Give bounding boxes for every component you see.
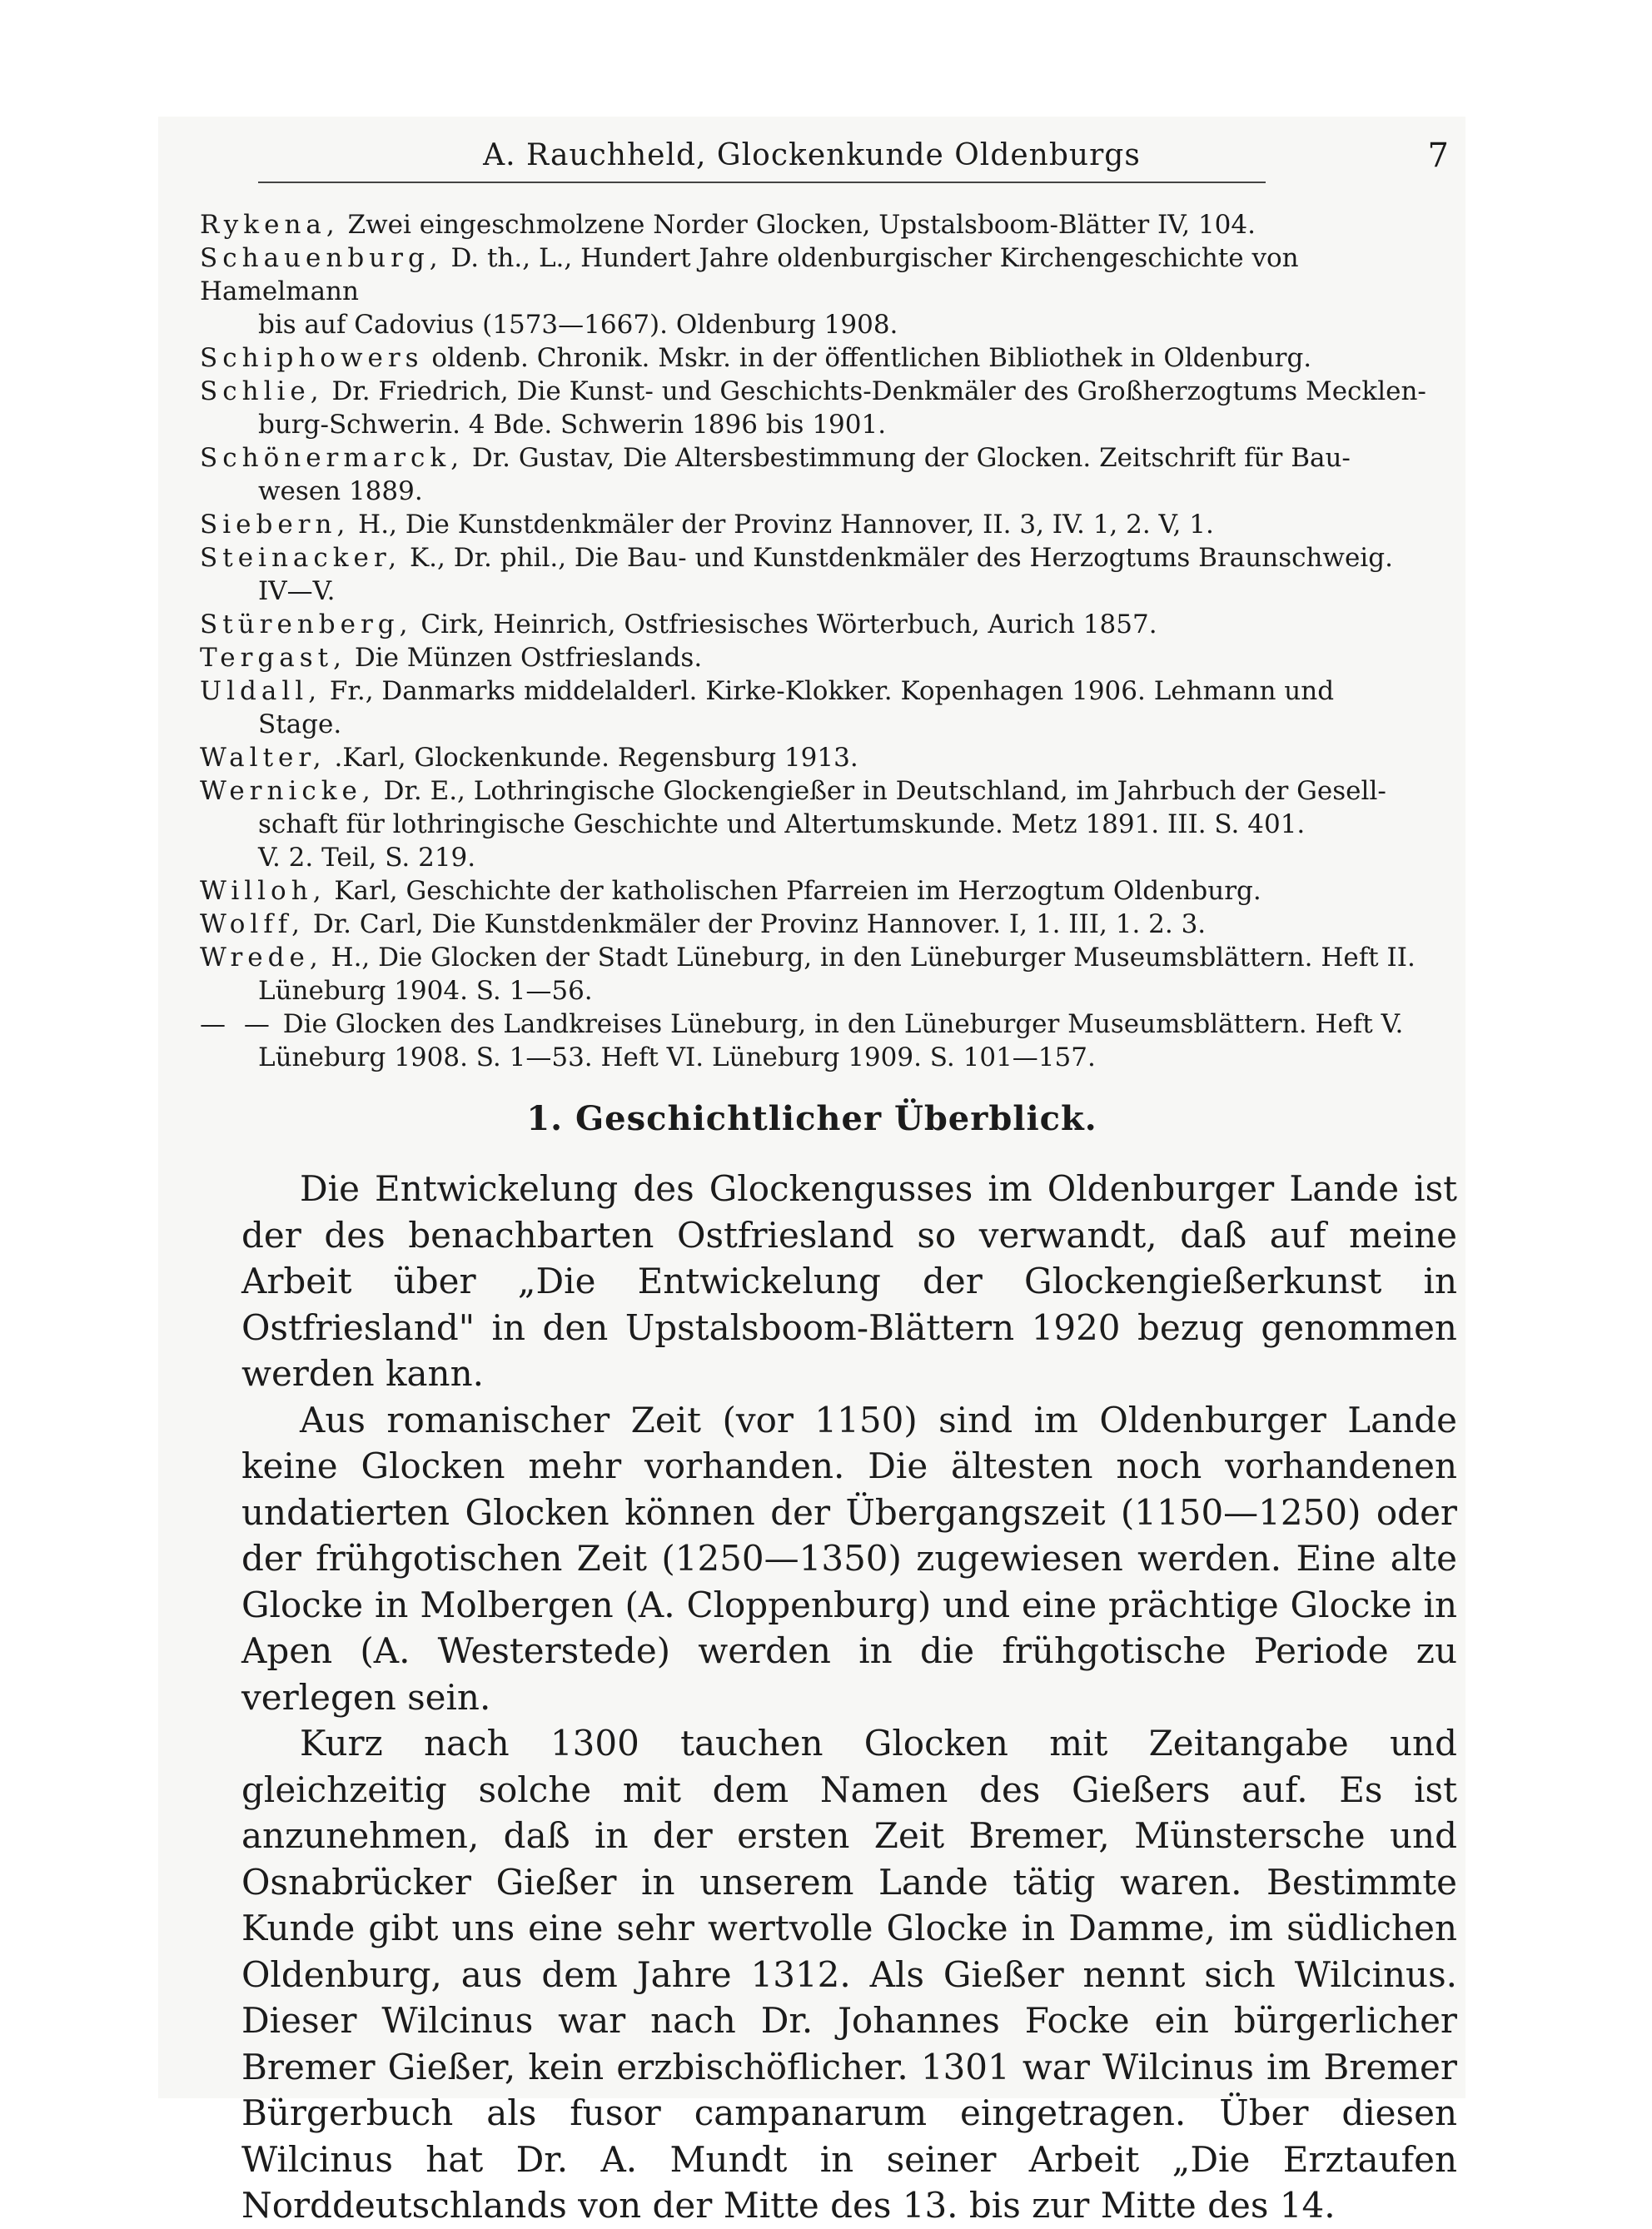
reference-continuation: burg-Schwerin. 4 Bde. Schwerin 1896 bis 1901. [258,410,887,440]
reference-entry [200,208,1457,241]
page-number: 7 [1427,137,1449,175]
reference-entry [200,774,1457,874]
reference-entry [200,674,1457,741]
reference-author: Steinacker, [200,543,402,573]
reference-author: — — [200,1009,275,1039]
reference-entry [200,241,1457,341]
reference-continuation: bis auf Cadovius (1573—1667). Oldenburg 1908. [258,310,898,340]
running-head: A. Rauchheld, Glockenkunde Oldenburgs [483,138,1141,172]
reference-continuation: Lüneburg 1904. S. 1—56. [258,976,593,1006]
reference-author: Uldall, [200,676,322,706]
reference-continuation: Stage. [258,709,342,739]
page-header [158,133,1465,183]
reference-text: Fr., Danmarks middelalderl. Kirke-Klokker. Kopenhagen 1906. Lehmann und [321,676,1335,706]
reference-author: Schlie, [200,376,324,406]
reference-entry [200,508,1457,541]
reference-author: Siebern, [200,510,351,540]
reference-text: Die Münzen Ostfrieslands. [346,643,703,673]
reference-entry [200,608,1457,641]
reference-entry [200,941,1457,1008]
reference-text: Dr. E., Lothringische Glockengießer in Deutschland, im Jahrbuch der Gesell- [375,776,1386,806]
reference-text: H., Die Glocken der Stadt Lüneburg, in den Lüneburger Museumsblättern. Heft II. [322,943,1416,973]
reference-entry [200,541,1457,608]
reference-author: Schönermarck, [200,443,465,473]
header-rule [258,182,1266,183]
reference-entry [200,1008,1457,1074]
reference-text: .Karl, Glockenkunde. Regensburg 1913. [326,743,858,773]
section-title: 1. Geschichtlicher Überblick. [526,1099,1097,1138]
reference-text: Cirk, Heinrich, Ostfriesisches Wörterbuch, Aurich 1857. [412,609,1157,639]
reference-author: Schauenburg, [200,243,443,273]
reference-entry [200,341,1457,375]
reference-entry [200,641,1457,674]
reference-author: Wrede, [200,943,323,973]
reference-author: Wernicke, [200,776,376,806]
reference-continuation: IV—V. [258,576,336,606]
paragraph: Aus romanischer Zeit (vor 1150) sind im Oldenburger Lande keine Glocken mehr vorhanden. Die ältesten noch vorhandenen undatierten Glocken können der Übergangszeit (1150—1250) oder der frühgotischen Zeit (1250—1350) zugewiesen werden. Eine alte Glocke in Molbergen (A. Cloppenburg) und eine prächtige Glocke in Apen (A. Westerstede) werden in die frühgotische Periode zu verlegen sein. [241,1399,1457,1718]
reference-continuation: wesen 1889. [258,476,423,506]
reference-continuation: V. 2. Teil, S. 219. [258,843,476,873]
reference-text: D. th., L., Hundert Jahre oldenburgischer Kirchengeschichte von Hamelmann [200,243,1299,306]
reference-author: Walter, [200,743,326,773]
reference-author: Schiphowers [200,343,424,373]
reference-author: Willoh, [200,876,326,906]
reference-entry [200,874,1457,908]
reference-text: Dr. Carl, Die Kunstdenkmäler der Provinz Hannover. I, 1. III, 1. 2. 3. [305,909,1207,939]
reference-text: H., Die Kunstdenkmäler der Provinz Hannover, II. 3, IV. 1, 2. V, 1. [350,510,1214,540]
reference-entry [200,741,1457,774]
reference-author: Rykena, [200,210,340,240]
reference-text: Dr. Friedrich, Die Kunst- und Geschichts-Denkmäler des Großherzogtums Mecklen- [323,376,1426,406]
reference-text: Karl, Geschichte der katholischen Pfarreien im Herzogtum Oldenburg. [326,876,1261,906]
reference-continuation: Lüneburg 1908. S. 1—53. Heft VI. Lüneburg 1909. S. 101—157. [258,1042,1096,1072]
reference-entry [200,908,1457,941]
paragraph: Kurz nach 1300 tauchen Glocken mit Zeitangabe und gleichzeitig solche mit dem Namen des Gießers auf. Es ist anzunehmen, daß in der ersten Zeit Bremer, Münstersche und Osnabrücker Gießer in unserem Lande tätig waren. Bestimmte Kunde gibt uns eine sehr wertvolle Glocke in Damme, im südlichen Oldenburg, aus dem Jahre 1312. Als Gießer nennt sich Wilcinus. Dieser Wilcinus war nach Dr. Johannes Focke ein bürgerlicher Bremer Gießer, kein erzbischöflicher. 1301 war Wilcinus im Bremer Bürgerbuch als fusor campanarum eingetragen. Über diesen Wilcinus hat Dr. A. Mundt in seiner Arbeit „Die Erztaufen Norddeutschlands von der Mitte des 13. bis zur Mitte des 14. [241,1723,1457,2226]
bibliography-list [200,208,1457,1074]
reference-continuation: schaft für lothringische Geschichte und Altertumskunde. Metz 1891. III. S. 401. [258,809,1306,839]
reference-entry [200,375,1457,441]
reference-text: Zwei eingeschmolzene Norder Glocken, Upstalsboom-Blätter IV, 104. [339,210,1256,240]
paragraph: Die Entwickelung des Glockengusses im Oldenburger Lande ist der des benachbarten Ostfriesland so verwandt, daß auf meine Arbeit über „Die Entwickelung der Glockengießerkunst in Ostfriesland" in den Upstalsboom-Blättern 1920 bezug genommen werden kann. [241,1168,1457,1394]
reference-author: Stürenberg, [200,609,413,639]
reference-author: Tergast, [200,643,346,673]
reference-text: oldenb. Chronik. Mskr. in der öffentlichen Bibliothek in Oldenburg. [423,343,1312,373]
reference-text: Die Glocken des Landkreises Lüneburg, in den Lüneburger Museumsblättern. Heft V. [274,1009,1404,1039]
body-text [241,1166,1457,2229]
reference-text: K., Dr. phil., Die Bau- und Kunstdenkmäler des Herzogtums Braunschweig. [401,543,1393,573]
reference-entry [200,441,1457,508]
reference-author: Wolff, [200,909,306,939]
reference-text: Dr. Gustav, Die Altersbestimmung der Glocken. Zeitschrift für Bau- [464,443,1351,473]
